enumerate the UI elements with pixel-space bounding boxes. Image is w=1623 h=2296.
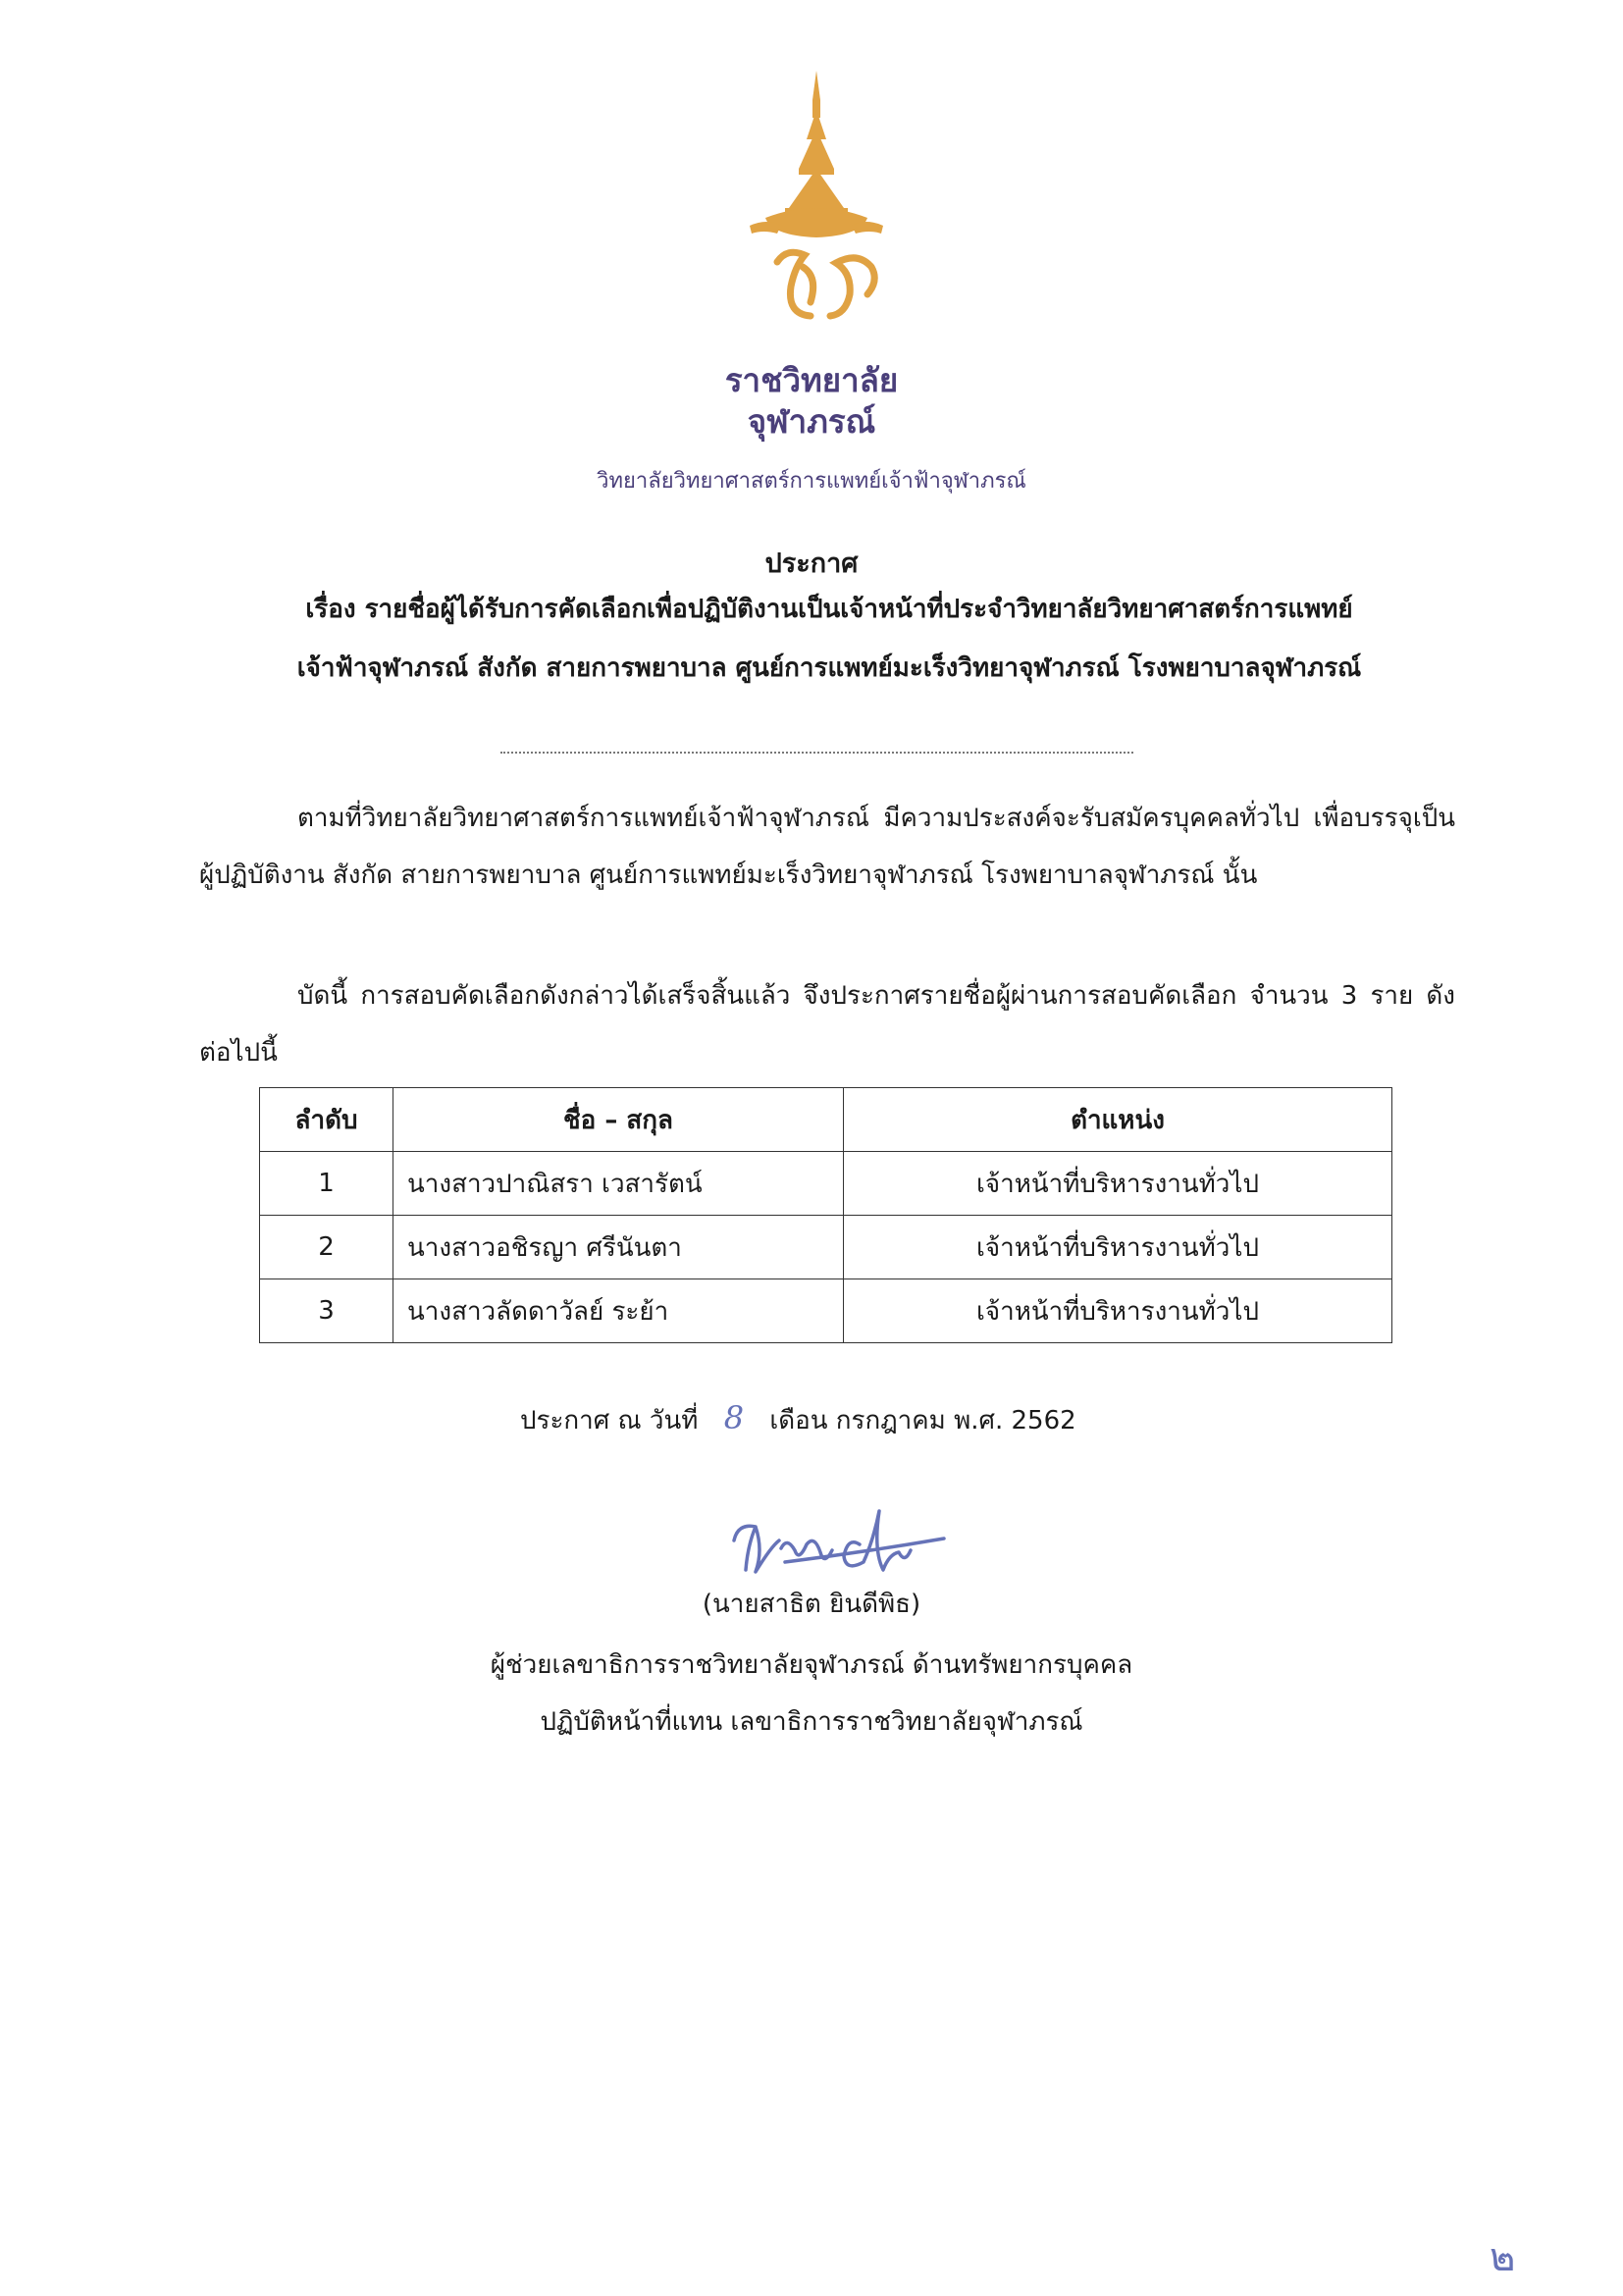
table-row	[260, 1279, 1392, 1343]
body-paragraph-1: ตามที่วิทยาลัยวิทยาศาสตร์การแพทย์เจ้าฟ้าจุฬาภรณ์ มีความประสงค์จะรับสมัครบุคคลทั่วไป เพื่อบรรจุเป็นผู้ปฏิบัติงาน สังกัด สายการพยาบาล ศูนย์การแพทย์มะเร็งวิทยาจุฬาภรณ์ โรงพยาบาลจุฬาภรณ์ นั้น	[199, 804, 1455, 890]
signatory-name: (นายสาธิต ยินดีพิธ)	[702, 1590, 921, 1619]
institution-emblem-logo	[748, 71, 885, 336]
institution-name-line1: ราชวิทยาลัย	[724, 361, 899, 399]
announcement-title: ประกาศ	[764, 548, 859, 579]
body-paragraph-2: บัดนี้ การสอบคัดเลือกดังกล่าวได้เสร็จสิ้นแล้ว จึงประกาศรายชื่อผู้ผ่านการสอบคัดเลือก จำนวน 3 ราย ดังต่อไปนี้	[199, 981, 1455, 1068]
row-name: นางสาวอชิรญา ศรีนันตา	[393, 1216, 844, 1279]
table-row	[260, 1216, 1392, 1279]
row-order: 1	[260, 1152, 393, 1216]
row-position: เจ้าหน้าที่บริหารงานทั่วไป	[844, 1152, 1392, 1216]
announcement-subject-line1: เรื่อง รายชื่อผู้ได้รับการคัดเลือกเพื่อปฏิบัติงานเป็นเจ้าหน้าที่ประจำวิทยาลัยวิทยาศาสตร์การแพทย์	[305, 595, 1353, 624]
candidate-table	[259, 1087, 1392, 1343]
table-header-row	[260, 1088, 1392, 1152]
row-order: 3	[260, 1279, 393, 1343]
header-order: ลำดับ	[260, 1088, 393, 1152]
signatory-title-line2: ปฏิบัติหน้าที่แทน เลขาธิการราชวิทยาลัยจุฬาภรณ์	[540, 1707, 1083, 1737]
announcement-subject-line2: เจ้าฟ้าจุฬาภรณ์ สังกัด สายการพยาบาล ศูนย์การแพทย์มะเร็งวิทยาจุฬาภรณ์ โรงพยาบาลจุฬาภรณ์	[296, 653, 1362, 683]
dotted-divider	[500, 752, 1133, 754]
row-order: 2	[260, 1216, 393, 1279]
signatory-title-line1: ผู้ช่วยเลขาธิการราชวิทยาลัยจุฬาภรณ์ ด้านทรัพยากรบุคคล	[490, 1650, 1133, 1680]
page-number-mark: ๒	[1490, 2235, 1516, 2280]
date-month-year: เดือน กรกฎาคม พ.ศ. 2562	[769, 1406, 1076, 1435]
institution-subtitle: วิทยาลัยวิทยาศาสตร์การแพทย์เจ้าฟ้าจุฬาภรณ์	[597, 469, 1026, 494]
date-day-handwritten: 8	[723, 1399, 745, 1436]
header-position: ตำแหน่ง	[844, 1088, 1392, 1152]
announcement-date-line	[520, 1399, 1076, 1440]
row-name: นางสาวลัดดาวัลย์ ระย้า	[393, 1279, 844, 1343]
row-name: นางสาวปาณิสรา เวสารัตน์	[393, 1152, 844, 1216]
institution-name-line2: จุฬาภรณ์	[747, 402, 876, 441]
date-prefix: ประกาศ ณ วันที่	[520, 1406, 699, 1435]
row-position: เจ้าหน้าที่บริหารงานทั่วไป	[844, 1216, 1392, 1279]
header-name: ชื่อ – สกุล	[393, 1088, 844, 1152]
row-position: เจ้าหน้าที่บริหารงานทั่วไป	[844, 1279, 1392, 1343]
table-row	[260, 1152, 1392, 1216]
